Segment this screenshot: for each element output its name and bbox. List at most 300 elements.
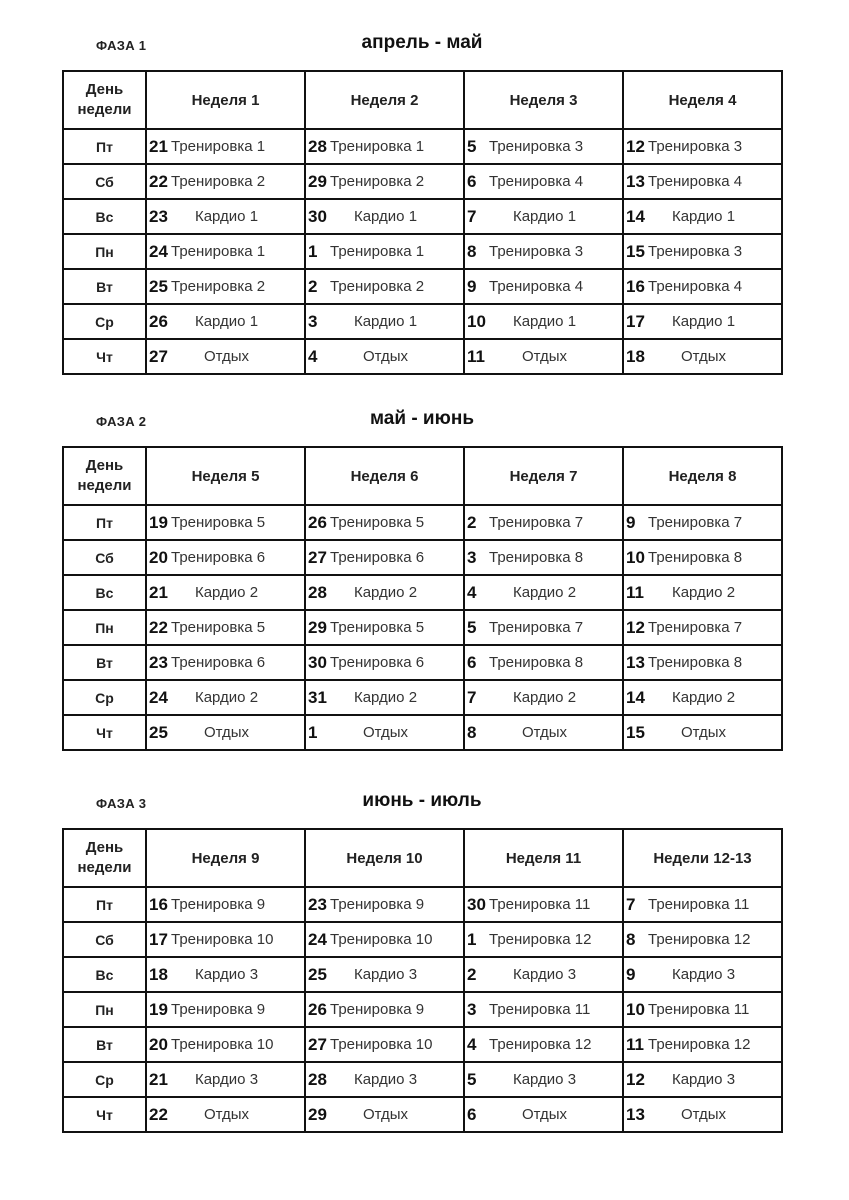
day-label: Вт bbox=[63, 1027, 146, 1062]
date-number: 25 bbox=[149, 722, 168, 742]
schedule-cell bbox=[623, 575, 782, 610]
date-number: 20 bbox=[149, 547, 168, 567]
schedule-cell bbox=[305, 505, 464, 540]
activity-label: Кардио 2 bbox=[512, 689, 577, 706]
activity-label: Тренировка 3 bbox=[489, 138, 584, 155]
table-row bbox=[63, 992, 782, 1027]
activity-label: Кардио 2 bbox=[194, 584, 259, 601]
day-label: Вс bbox=[63, 957, 146, 992]
activity-label: Тренировка 10 bbox=[171, 931, 274, 948]
date-number: 12 bbox=[626, 136, 645, 156]
activity-label: Тренировка 9 bbox=[330, 1001, 425, 1018]
schedule-cell bbox=[305, 164, 464, 199]
schedule-cell bbox=[464, 1027, 623, 1062]
activity-label: Тренировка 10 bbox=[330, 931, 433, 948]
activity-label: Отдых bbox=[521, 1106, 568, 1123]
activity-label: Кардио 1 bbox=[194, 208, 259, 225]
date-number: 10 bbox=[467, 311, 486, 331]
schedule-cell bbox=[464, 540, 623, 575]
table-row bbox=[63, 339, 782, 374]
activity-label: Кардио 3 bbox=[194, 1071, 259, 1088]
day-label: Пн bbox=[63, 610, 146, 645]
activity-label: Тренировка 9 bbox=[171, 896, 266, 913]
activity-label: Кардио 2 bbox=[353, 584, 418, 601]
schedule-cell bbox=[623, 199, 782, 234]
schedule-cell bbox=[305, 610, 464, 645]
phase-label: ФАЗА 1 bbox=[96, 38, 147, 53]
date-number: 23 bbox=[308, 894, 327, 914]
week-header: Неделя 10 bbox=[305, 829, 464, 887]
day-label: Сб bbox=[63, 922, 146, 957]
week-header: Недели 12-13 bbox=[623, 829, 782, 887]
date-number: 10 bbox=[626, 547, 645, 567]
schedule-cell bbox=[464, 992, 623, 1027]
activity-label: Кардио 3 bbox=[512, 1071, 577, 1088]
activity-label: Кардио 3 bbox=[353, 1071, 418, 1088]
table-row bbox=[63, 234, 782, 269]
date-number: 6 bbox=[467, 171, 477, 191]
schedule-cell bbox=[464, 199, 623, 234]
activity-label: Тренировка 12 bbox=[489, 1036, 592, 1053]
schedule-cell bbox=[623, 234, 782, 269]
day-label: Чт bbox=[63, 1097, 146, 1132]
schedule-cell bbox=[305, 992, 464, 1027]
schedule-cell bbox=[146, 339, 305, 374]
date-number: 30 bbox=[308, 652, 327, 672]
date-number: 6 bbox=[467, 1104, 477, 1124]
day-label: Вт bbox=[63, 269, 146, 304]
schedule-cell bbox=[464, 887, 623, 922]
date-number: 15 bbox=[626, 722, 645, 742]
activity-label: Тренировка 3 bbox=[648, 138, 743, 155]
date-number: 25 bbox=[308, 964, 327, 984]
day-of-week-header: День недели bbox=[63, 71, 146, 129]
week-header: Неделя 8 bbox=[623, 447, 782, 505]
schedule-cell bbox=[623, 1062, 782, 1097]
activity-label: Кардио 2 bbox=[353, 689, 418, 706]
activity-label: Тренировка 4 bbox=[489, 278, 584, 295]
date-number: 13 bbox=[626, 1104, 645, 1124]
schedule-cell bbox=[464, 339, 623, 374]
schedule-cell bbox=[623, 887, 782, 922]
date-number: 3 bbox=[467, 547, 477, 567]
date-number: 17 bbox=[626, 311, 645, 331]
schedule-cell bbox=[623, 164, 782, 199]
phase-title: май - июнь bbox=[370, 408, 474, 429]
date-number: 23 bbox=[149, 652, 168, 672]
week-header: Неделя 7 bbox=[464, 447, 623, 505]
date-number: 9 bbox=[467, 276, 477, 296]
activity-label: Тренировка 6 bbox=[171, 549, 266, 566]
date-number: 8 bbox=[626, 929, 636, 949]
date-number: 20 bbox=[149, 1034, 168, 1054]
schedule-cell bbox=[464, 575, 623, 610]
phase-label: ФАЗА 2 bbox=[96, 414, 147, 429]
date-number: 9 bbox=[626, 964, 636, 984]
schedule-cell bbox=[146, 1027, 305, 1062]
schedule-cell bbox=[146, 304, 305, 339]
date-number: 28 bbox=[308, 136, 327, 156]
table-row bbox=[63, 540, 782, 575]
activity-label: Тренировка 6 bbox=[171, 654, 266, 671]
schedule-cell bbox=[464, 645, 623, 680]
phase-title: июнь - июль bbox=[362, 790, 482, 811]
date-number: 12 bbox=[626, 1069, 645, 1089]
header-row bbox=[63, 447, 782, 505]
activity-label: Тренировка 8 bbox=[489, 549, 584, 566]
activity-label: Тренировка 2 bbox=[171, 278, 266, 295]
schedule-cell bbox=[305, 1097, 464, 1132]
schedule-cell bbox=[305, 339, 464, 374]
date-number: 16 bbox=[149, 894, 168, 914]
schedule-cell bbox=[464, 957, 623, 992]
activity-label: Тренировка 2 bbox=[171, 173, 266, 190]
activity-label: Кардио 1 bbox=[671, 208, 736, 225]
day-of-week-header: День недели bbox=[63, 829, 146, 887]
schedule-cell bbox=[623, 269, 782, 304]
schedule-cell bbox=[623, 505, 782, 540]
schedule-cell bbox=[464, 164, 623, 199]
date-number: 13 bbox=[626, 652, 645, 672]
date-number: 5 bbox=[467, 136, 477, 156]
date-number: 22 bbox=[149, 617, 168, 637]
schedule-cell bbox=[623, 540, 782, 575]
table-row bbox=[63, 645, 782, 680]
week-header: Неделя 1 bbox=[146, 71, 305, 129]
schedule-cell bbox=[146, 164, 305, 199]
schedule-cell bbox=[623, 339, 782, 374]
activity-label: Отдых bbox=[680, 1106, 727, 1123]
schedule-cell bbox=[305, 199, 464, 234]
schedule-cell bbox=[146, 1062, 305, 1097]
date-number: 31 bbox=[308, 687, 327, 707]
schedule-cell bbox=[146, 715, 305, 750]
date-number: 21 bbox=[149, 136, 168, 156]
activity-label: Кардио 1 bbox=[353, 208, 418, 225]
schedule-cell bbox=[464, 269, 623, 304]
schedule-table bbox=[62, 446, 783, 751]
date-number: 9 bbox=[626, 512, 636, 532]
date-number: 2 bbox=[467, 964, 477, 984]
activity-label: Тренировка 12 bbox=[648, 931, 751, 948]
date-number: 7 bbox=[626, 894, 636, 914]
schedule-cell bbox=[464, 505, 623, 540]
day-label: Чт bbox=[63, 339, 146, 374]
schedule-cell bbox=[305, 715, 464, 750]
table-row bbox=[63, 610, 782, 645]
date-number: 6 bbox=[467, 652, 477, 672]
activity-label: Кардио 2 bbox=[671, 689, 736, 706]
schedule-cell bbox=[146, 505, 305, 540]
table-row bbox=[63, 957, 782, 992]
date-number: 16 bbox=[626, 276, 645, 296]
week-header: Неделя 2 bbox=[305, 71, 464, 129]
date-number: 24 bbox=[149, 241, 168, 261]
table-row bbox=[63, 129, 782, 164]
schedule-cell bbox=[146, 269, 305, 304]
activity-label: Тренировка 5 bbox=[330, 514, 425, 531]
activity-label: Кардио 3 bbox=[353, 966, 418, 983]
date-number: 17 bbox=[149, 929, 168, 949]
schedule-cell bbox=[464, 1097, 623, 1132]
schedule-cell bbox=[464, 680, 623, 715]
table-row bbox=[63, 715, 782, 750]
table-row bbox=[63, 1027, 782, 1062]
activity-label: Кардио 1 bbox=[671, 313, 736, 330]
activity-label: Тренировка 8 bbox=[489, 654, 584, 671]
activity-label: Тренировка 1 bbox=[330, 138, 425, 155]
date-number: 14 bbox=[626, 206, 645, 226]
schedule-cell bbox=[146, 645, 305, 680]
date-number: 13 bbox=[626, 171, 645, 191]
activity-label: Отдых bbox=[521, 724, 568, 741]
schedule-cell bbox=[464, 129, 623, 164]
activity-label: Тренировка 11 bbox=[648, 896, 750, 913]
date-number: 29 bbox=[308, 1104, 327, 1124]
date-number: 29 bbox=[308, 171, 327, 191]
header-row bbox=[63, 71, 782, 129]
activity-label: Кардио 2 bbox=[671, 584, 736, 601]
date-number: 19 bbox=[149, 999, 168, 1019]
activity-label: Тренировка 10 bbox=[171, 1036, 274, 1053]
date-number: 18 bbox=[626, 346, 645, 366]
schedule-cell bbox=[305, 645, 464, 680]
date-number: 1 bbox=[308, 241, 318, 261]
schedule-cell bbox=[623, 680, 782, 715]
schedule-cell bbox=[305, 129, 464, 164]
date-number: 30 bbox=[467, 894, 486, 914]
activity-label: Отдых bbox=[362, 724, 409, 741]
activity-label: Тренировка 7 bbox=[489, 514, 584, 531]
schedule-cell bbox=[305, 887, 464, 922]
date-number: 18 bbox=[149, 964, 168, 984]
table-row bbox=[63, 505, 782, 540]
schedule-cell bbox=[464, 304, 623, 339]
schedule-cell bbox=[305, 575, 464, 610]
header-row bbox=[63, 829, 782, 887]
schedule-cell bbox=[623, 1027, 782, 1062]
week-header: Неделя 11 bbox=[464, 829, 623, 887]
phase-label: ФАЗА 3 bbox=[96, 796, 147, 811]
day-label: Пн bbox=[63, 234, 146, 269]
date-number: 27 bbox=[308, 1034, 327, 1054]
activity-label: Отдых bbox=[362, 348, 409, 365]
schedule-cell bbox=[464, 234, 623, 269]
activity-label: Тренировка 2 bbox=[330, 278, 425, 295]
schedule-cell bbox=[623, 645, 782, 680]
activity-label: Тренировка 1 bbox=[171, 243, 266, 260]
date-number: 7 bbox=[467, 687, 477, 707]
schedule-cell bbox=[146, 199, 305, 234]
activity-label: Тренировка 1 bbox=[171, 138, 266, 155]
activity-label: Отдых bbox=[203, 348, 250, 365]
schedule-cell bbox=[623, 992, 782, 1027]
date-number: 26 bbox=[149, 311, 168, 331]
schedule-cell bbox=[146, 129, 305, 164]
activity-label: Кардио 1 bbox=[512, 313, 577, 330]
activity-label: Отдых bbox=[680, 724, 727, 741]
date-number: 7 bbox=[467, 206, 477, 226]
table-row bbox=[63, 887, 782, 922]
schedule-cell bbox=[623, 1097, 782, 1132]
date-number: 3 bbox=[467, 999, 477, 1019]
schedule-cell bbox=[146, 887, 305, 922]
activity-label: Тренировка 9 bbox=[171, 1001, 266, 1018]
day-label: Вс bbox=[63, 199, 146, 234]
activity-label: Тренировка 12 bbox=[489, 931, 592, 948]
activity-label: Кардио 3 bbox=[671, 966, 736, 983]
activity-label: Тренировка 2 bbox=[330, 173, 425, 190]
activity-label: Тренировка 6 bbox=[330, 549, 425, 566]
schedule-cell bbox=[305, 680, 464, 715]
day-label: Вс bbox=[63, 575, 146, 610]
activity-label: Тренировка 5 bbox=[330, 619, 425, 636]
schedule-cell bbox=[146, 957, 305, 992]
activity-label: Тренировка 8 bbox=[648, 654, 743, 671]
day-label: Чт bbox=[63, 715, 146, 750]
date-number: 2 bbox=[308, 276, 318, 296]
schedule-cell bbox=[623, 610, 782, 645]
schedule-cell bbox=[464, 610, 623, 645]
date-number: 4 bbox=[467, 1034, 477, 1054]
schedule-cell bbox=[305, 922, 464, 957]
activity-label: Тренировка 4 bbox=[489, 173, 584, 190]
schedule-cell bbox=[146, 1097, 305, 1132]
day-label: Пт bbox=[63, 505, 146, 540]
activity-label: Тренировка 7 bbox=[489, 619, 584, 636]
date-number: 22 bbox=[149, 171, 168, 191]
table-row bbox=[63, 575, 782, 610]
activity-label: Кардио 2 bbox=[194, 689, 259, 706]
activity-label: Кардио 3 bbox=[512, 966, 577, 983]
date-number: 10 bbox=[626, 999, 645, 1019]
schedule-cell bbox=[146, 540, 305, 575]
day-label: Ср bbox=[63, 680, 146, 715]
date-number: 30 bbox=[308, 206, 327, 226]
week-header: Неделя 9 bbox=[146, 829, 305, 887]
date-number: 24 bbox=[308, 929, 327, 949]
day-label: Ср bbox=[63, 1062, 146, 1097]
date-number: 23 bbox=[149, 206, 168, 226]
date-number: 24 bbox=[149, 687, 168, 707]
day-label: Пн bbox=[63, 992, 146, 1027]
date-number: 21 bbox=[149, 1069, 168, 1089]
date-number: 19 bbox=[149, 512, 168, 532]
activity-label: Кардио 3 bbox=[671, 1071, 736, 1088]
date-number: 12 bbox=[626, 617, 645, 637]
activity-label: Кардио 1 bbox=[194, 313, 259, 330]
date-number: 1 bbox=[467, 929, 477, 949]
activity-label: Отдых bbox=[680, 348, 727, 365]
phase-title: апрель - май bbox=[361, 32, 483, 53]
schedule-cell bbox=[464, 922, 623, 957]
day-label: Вт bbox=[63, 645, 146, 680]
schedule-cell bbox=[305, 540, 464, 575]
activity-label: Кардио 1 bbox=[512, 208, 577, 225]
schedule-cell bbox=[305, 269, 464, 304]
activity-label: Отдых bbox=[521, 348, 568, 365]
schedule-cell bbox=[623, 922, 782, 957]
date-number: 21 bbox=[149, 582, 168, 602]
day-of-week-header: День недели bbox=[63, 447, 146, 505]
table-row bbox=[63, 1097, 782, 1132]
activity-label: Тренировка 3 bbox=[648, 243, 743, 260]
day-label: Сб bbox=[63, 540, 146, 575]
schedule-cell bbox=[305, 1027, 464, 1062]
schedule-cell bbox=[146, 610, 305, 645]
date-number: 15 bbox=[626, 241, 645, 261]
week-header: Неделя 4 bbox=[623, 71, 782, 129]
schedule-table bbox=[62, 70, 783, 375]
schedule-cell bbox=[146, 922, 305, 957]
date-number: 26 bbox=[308, 999, 327, 1019]
week-header: Неделя 3 bbox=[464, 71, 623, 129]
date-number: 27 bbox=[149, 346, 168, 366]
date-number: 8 bbox=[467, 241, 477, 261]
activity-label: Кардио 1 bbox=[353, 313, 418, 330]
activity-label: Тренировка 8 bbox=[648, 549, 743, 566]
schedule-cell bbox=[146, 992, 305, 1027]
activity-label: Отдых bbox=[203, 1106, 250, 1123]
date-number: 2 bbox=[467, 512, 477, 532]
schedule-cell bbox=[623, 957, 782, 992]
schedule-cell bbox=[623, 129, 782, 164]
date-number: 14 bbox=[626, 687, 645, 707]
date-number: 11 bbox=[626, 1034, 644, 1054]
date-number: 3 bbox=[308, 311, 318, 331]
activity-label: Тренировка 3 bbox=[489, 243, 584, 260]
activity-label: Отдых bbox=[362, 1106, 409, 1123]
schedule-cell bbox=[305, 1062, 464, 1097]
table-row bbox=[63, 304, 782, 339]
schedule-cell bbox=[305, 957, 464, 992]
schedule-table bbox=[62, 828, 783, 1133]
date-number: 4 bbox=[308, 346, 318, 366]
date-number: 11 bbox=[467, 346, 485, 366]
date-number: 28 bbox=[308, 1069, 327, 1089]
schedule-cell bbox=[623, 304, 782, 339]
table-row bbox=[63, 680, 782, 715]
activity-label: Тренировка 7 bbox=[648, 619, 743, 636]
day-label: Пт bbox=[63, 129, 146, 164]
table-row bbox=[63, 269, 782, 304]
day-label: Сб bbox=[63, 164, 146, 199]
schedule-cell bbox=[305, 234, 464, 269]
activity-label: Отдых bbox=[203, 724, 250, 741]
activity-label: Тренировка 11 bbox=[648, 1001, 750, 1018]
date-number: 26 bbox=[308, 512, 327, 532]
activity-label: Тренировка 11 bbox=[489, 1001, 591, 1018]
activity-label: Тренировка 4 bbox=[648, 173, 743, 190]
date-number: 25 bbox=[149, 276, 168, 296]
date-number: 4 bbox=[467, 582, 477, 602]
schedule-cell bbox=[146, 575, 305, 610]
schedule-cell bbox=[146, 234, 305, 269]
schedule-cell bbox=[146, 680, 305, 715]
date-number: 22 bbox=[149, 1104, 168, 1124]
week-header: Неделя 6 bbox=[305, 447, 464, 505]
table-row bbox=[63, 922, 782, 957]
activity-label: Тренировка 4 bbox=[648, 278, 743, 295]
date-number: 29 bbox=[308, 617, 327, 637]
date-number: 27 bbox=[308, 547, 327, 567]
table-row bbox=[63, 164, 782, 199]
activity-label: Тренировка 6 bbox=[330, 654, 425, 671]
date-number: 5 bbox=[467, 617, 477, 637]
activity-label: Тренировка 5 bbox=[171, 514, 266, 531]
activity-label: Тренировка 9 bbox=[330, 896, 425, 913]
activity-label: Тренировка 11 bbox=[489, 896, 591, 913]
